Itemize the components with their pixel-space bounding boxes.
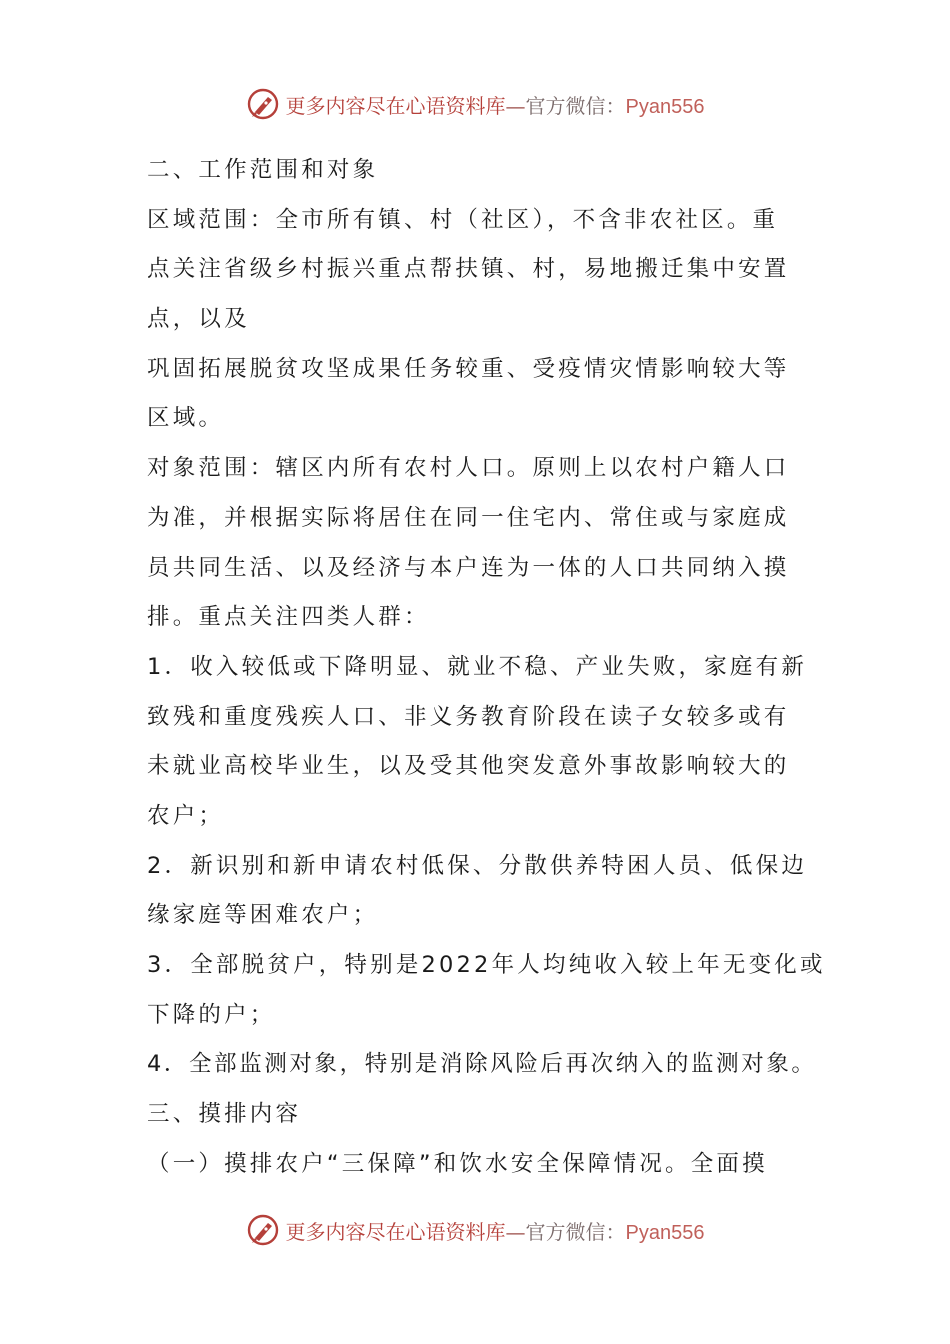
watermark-text: 更多内容尽在心语资料库—官方微信：Pyan556 xyxy=(285,1219,705,1244)
text-line: 农户； xyxy=(147,802,225,829)
text-line: 员共同生活、以及经济与本户连为一体的人口共同纳入摸 xyxy=(147,554,790,581)
text-line: 为准，并根据实际将居住在同一住宅内、常住或与家庭成 xyxy=(147,504,790,531)
text-line: 点，以及 xyxy=(147,306,250,333)
text-line: 3．全部脱贫户，特别是2022年人均纯收入较上年无变化或 xyxy=(147,952,826,978)
header-watermark-banner xyxy=(0,84,950,124)
pen-nib-logo-icon xyxy=(246,1213,280,1247)
footer-watermark-banner xyxy=(0,1210,950,1250)
text-line: 致残和重度残疾人口、非义务教育阶段在读子女较多或有 xyxy=(147,703,790,730)
text-line: 巩固拓展脱贫攻坚成果任务较重、受疫情灾情影响较大等 xyxy=(147,355,790,382)
document-body xyxy=(147,146,826,1189)
text-line: 4．全部监测对象，特别是消除风险后再次纳入的监测对象。 xyxy=(147,1051,817,1078)
pen-nib-logo-icon xyxy=(246,87,280,121)
text-line: 区域范围：全市所有镇、村（社区），不含非农社区。重 xyxy=(147,206,779,233)
text-line: 排。重点关注四类人群： xyxy=(147,604,430,631)
text-line: 对象范围：辖区内所有农村人口。原则上以农村户籍人口 xyxy=(147,455,790,482)
text-line: 三、摸排内容 xyxy=(147,1101,302,1128)
text-line: （一）摸排农户“三保障”和饮水安全保障情况。全面摸 xyxy=(147,1150,768,1177)
text-line: 区域。 xyxy=(147,405,225,432)
text-line: 缘家庭等困难农户； xyxy=(147,902,379,929)
text-line: 二、工作范围和对象 xyxy=(147,157,379,183)
text-line: 2．新识别和新申请农村低保、分散供养特困人员、低保边 xyxy=(147,852,808,879)
text-line: 1．收入较低或下降明显、就业不稳、产业失败，家庭有新 xyxy=(147,653,808,680)
text-line: 点关注省级乡村振兴重点帮扶镇、村，易地搬迁集中安置 xyxy=(147,256,790,283)
watermark-text: 更多内容尽在心语资料库—官方微信：Pyan556 xyxy=(285,93,705,118)
text-line: 未就业高校毕业生，以及受其他突发意外事故影响较大的 xyxy=(147,753,790,780)
text-line: 下降的户； xyxy=(147,1001,276,1028)
